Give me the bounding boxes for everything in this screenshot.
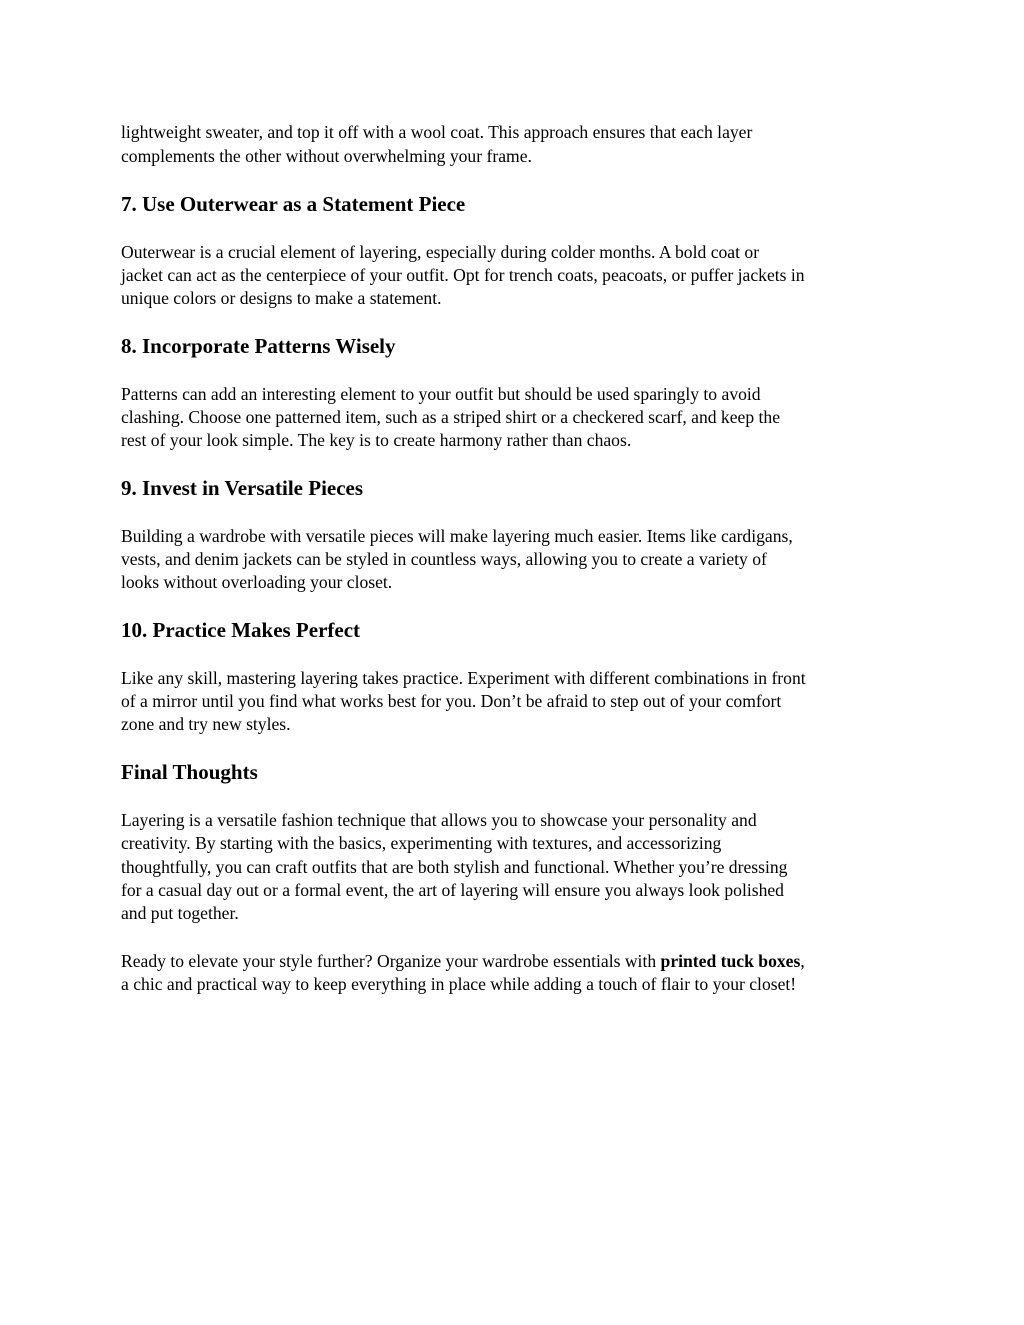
- paragraph-line: zone and try new styles.: [121, 714, 291, 734]
- section-heading: 8. Incorporate Patterns Wisely: [121, 334, 396, 358]
- paragraph-line: thoughtfully, you can craft outfits that are both stylish and functional. Whether you’re dressing: [121, 857, 788, 877]
- section-heading: 7. Use Outerwear as a Statement Piece: [121, 192, 466, 216]
- section-heading: 9. Invest in Versatile Pieces: [121, 476, 364, 500]
- paragraph-line: Like any skill, mastering layering takes practice. Experiment with different combinations in front: [121, 668, 806, 688]
- paragraph-line: looks without overloading your closet.: [121, 572, 393, 592]
- paragraph-line: for a casual day out or a formal event, the art of layering will ensure you always look polished: [121, 880, 784, 900]
- closing-line: a chic and practical way to keep everything in place while adding a touch of flair to your closet!: [121, 974, 797, 994]
- intro-line: complements the other without overwhelming your frame.: [121, 146, 532, 166]
- paragraph-line: Patterns can add an interesting element to your outfit but should be used sparingly to avoid: [121, 384, 761, 404]
- paragraph-line: jacket can act as the centerpiece of your outfit. Opt for trench coats, peacoats, or puffer jackets in: [121, 265, 805, 285]
- paragraph-line: vests, and denim jackets can be styled in countless ways, allowing you to create a variety of: [121, 549, 767, 569]
- paragraph-line: creativity. By starting with the basics, experimenting with textures, and accessorizing: [121, 833, 722, 853]
- closing-line: [121, 950, 805, 973]
- paragraph-line: clashing. Choose one patterned item, such as a striped shirt or a checkered scarf, and keep the: [121, 407, 781, 427]
- paragraph-line: unique colors or designs to make a statement.: [121, 288, 442, 308]
- paragraph-line: Outerwear is a crucial element of layering, especially during colder months. A bold coat or: [121, 242, 760, 262]
- intro-line: lightweight sweater, and top it off with a wool coat. This approach ensures that each layer: [121, 122, 753, 142]
- section-heading: Final Thoughts: [121, 760, 258, 784]
- paragraph-line: Layering is a versatile fashion technique that allows you to showcase your personality and: [121, 810, 757, 830]
- closing-text: Ready to elevate your style further? Organize your wardrobe essentials with: [121, 951, 661, 971]
- section-heading: 10. Practice Makes Perfect: [121, 618, 361, 642]
- paragraph-line: and put together.: [121, 903, 239, 923]
- product-link-text: printed tuck boxes: [660, 951, 801, 971]
- closing-text: ,: [800, 951, 805, 971]
- paragraph-line: rest of your look simple. The key is to create harmony rather than chaos.: [121, 430, 632, 450]
- paragraph-line: of a mirror until you find what works best for you. Don’t be afraid to step out of your comfort: [121, 691, 782, 711]
- paragraph-line: Building a wardrobe with versatile pieces will make layering much easier. Items like cardigans,: [121, 526, 793, 546]
